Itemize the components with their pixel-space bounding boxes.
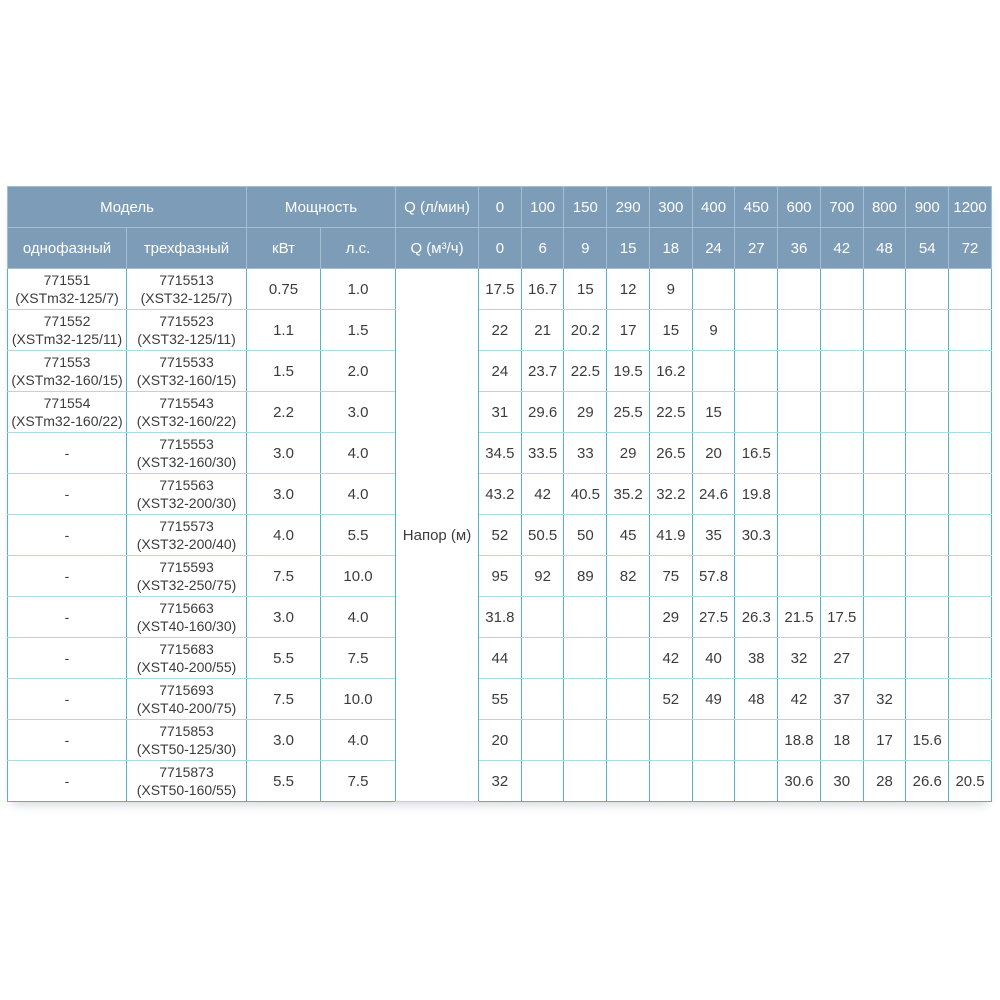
cell-hp: 3.0 <box>321 392 396 433</box>
cell-value: 75 <box>649 556 692 597</box>
header-flow-m3h-value: 27 <box>735 228 778 269</box>
header-flow-lmin-value: 1200 <box>949 187 992 228</box>
cell-value: 42 <box>521 474 564 515</box>
cell-value <box>735 269 778 310</box>
cell-value <box>863 638 906 679</box>
cell-value: 15 <box>564 269 607 310</box>
cell-single-phase: 771554 (XSTm32-160/22) <box>8 392 127 433</box>
cell-kw: 3.0 <box>247 720 321 761</box>
table-row <box>8 638 992 679</box>
header-single-phase: однофазный <box>8 228 127 269</box>
cell-value <box>863 310 906 351</box>
cell-value: 38 <box>735 638 778 679</box>
cell-value: 22 <box>479 310 522 351</box>
cell-value: 22.5 <box>649 392 692 433</box>
cell-three-phase: 7715553 (XST32-160/30) <box>127 433 247 474</box>
table-row <box>8 679 992 720</box>
header-q-m3h: Q (м³/ч) <box>396 228 479 269</box>
cell-value: 19.5 <box>607 351 650 392</box>
cell-kw: 3.0 <box>247 474 321 515</box>
header-flow-m3h-value: 6 <box>521 228 564 269</box>
cell-value <box>949 310 992 351</box>
cell-value: 52 <box>649 679 692 720</box>
cell-value: 37 <box>820 679 863 720</box>
cell-kw: 4.0 <box>247 515 321 556</box>
cell-value: 15 <box>692 392 735 433</box>
cell-value <box>820 351 863 392</box>
cell-value <box>906 351 949 392</box>
cell-value: 31.8 <box>479 597 522 638</box>
cell-kw: 7.5 <box>247 556 321 597</box>
cell-value <box>906 269 949 310</box>
cell-value: 32 <box>778 638 821 679</box>
cell-value <box>607 597 650 638</box>
cell-value <box>735 720 778 761</box>
header-flow-m3h-value: 0 <box>479 228 522 269</box>
header-flow-lmin-value: 400 <box>692 187 735 228</box>
table-row <box>8 515 992 556</box>
header-flow-lmin-value: 450 <box>735 187 778 228</box>
header-hp: л.с. <box>321 228 396 269</box>
table-row <box>8 310 992 351</box>
cell-single-phase: - <box>8 515 127 556</box>
cell-value <box>607 679 650 720</box>
cell-three-phase: 7715563 (XST32-200/30) <box>127 474 247 515</box>
cell-value: 45 <box>607 515 650 556</box>
cell-value: 42 <box>778 679 821 720</box>
cell-value <box>564 761 607 802</box>
cell-value <box>863 433 906 474</box>
cell-value: 32.2 <box>649 474 692 515</box>
header-row-m3h <box>8 228 992 269</box>
cell-value: 15 <box>649 310 692 351</box>
cell-value <box>949 638 992 679</box>
cell-value <box>778 556 821 597</box>
cell-kw: 2.2 <box>247 392 321 433</box>
header-flow-lmin-value: 290 <box>607 187 650 228</box>
cell-value: 49 <box>692 679 735 720</box>
cell-value: 26.3 <box>735 597 778 638</box>
cell-value: 18 <box>820 720 863 761</box>
cell-hp: 4.0 <box>321 720 396 761</box>
cell-value <box>863 351 906 392</box>
cell-value: 35.2 <box>607 474 650 515</box>
cell-value <box>949 269 992 310</box>
cell-value <box>778 310 821 351</box>
cell-value: 16.7 <box>521 269 564 310</box>
cell-value <box>863 515 906 556</box>
header-flow-lmin-value: 150 <box>564 187 607 228</box>
cell-value: 33.5 <box>521 433 564 474</box>
header-row-lmin <box>8 187 992 228</box>
cell-hp: 1.0 <box>321 269 396 310</box>
cell-kw: 5.5 <box>247 761 321 802</box>
cell-hp: 7.5 <box>321 761 396 802</box>
cell-hp: 4.0 <box>321 433 396 474</box>
table-row <box>8 597 992 638</box>
header-flow-lmin-value: 0 <box>479 187 522 228</box>
cell-value: 24 <box>479 351 522 392</box>
cell-value: 40.5 <box>564 474 607 515</box>
cell-kw: 0.75 <box>247 269 321 310</box>
cell-value: 41.9 <box>649 515 692 556</box>
cell-value <box>692 269 735 310</box>
cell-single-phase: - <box>8 679 127 720</box>
cell-value: 44 <box>479 638 522 679</box>
cell-three-phase: 7715523 (XST32-125/11) <box>127 310 247 351</box>
header-flow-lmin-value: 300 <box>649 187 692 228</box>
cell-single-phase: - <box>8 556 127 597</box>
cell-single-phase: - <box>8 761 127 802</box>
cell-value: 52 <box>479 515 522 556</box>
cell-single-phase: 771553 (XSTm32-160/15) <box>8 351 127 392</box>
cell-value <box>949 392 992 433</box>
header-flow-m3h-value: 9 <box>564 228 607 269</box>
cell-value <box>949 556 992 597</box>
cell-value: 31 <box>479 392 522 433</box>
header-flow-lmin-value: 900 <box>906 187 949 228</box>
cell-value <box>607 638 650 679</box>
table-row <box>8 433 992 474</box>
cell-value: 35 <box>692 515 735 556</box>
cell-value: 34.5 <box>479 433 522 474</box>
cell-hp: 10.0 <box>321 679 396 720</box>
cell-value <box>863 474 906 515</box>
cell-value <box>949 720 992 761</box>
cell-value <box>521 679 564 720</box>
cell-value <box>820 310 863 351</box>
cell-value <box>820 433 863 474</box>
cell-hp: 1.5 <box>321 310 396 351</box>
cell-value <box>735 556 778 597</box>
cell-three-phase: 7715663 (XST40-160/30) <box>127 597 247 638</box>
cell-value <box>778 269 821 310</box>
header-flow-lmin-value: 100 <box>521 187 564 228</box>
cell-value: 19.8 <box>735 474 778 515</box>
cell-value <box>649 761 692 802</box>
cell-value <box>906 474 949 515</box>
cell-value: 29 <box>564 392 607 433</box>
cell-value: 17 <box>607 310 650 351</box>
cell-three-phase: 7715593 (XST32-250/75) <box>127 556 247 597</box>
cell-value: 20.2 <box>564 310 607 351</box>
cell-value <box>906 556 949 597</box>
cell-value <box>949 515 992 556</box>
cell-value: 50 <box>564 515 607 556</box>
cell-value: 57.8 <box>692 556 735 597</box>
cell-value <box>735 351 778 392</box>
cell-value: 29 <box>649 597 692 638</box>
cell-hp: 5.5 <box>321 515 396 556</box>
cell-value <box>863 597 906 638</box>
cell-value <box>906 638 949 679</box>
header-flow-m3h-value: 15 <box>607 228 650 269</box>
cell-value <box>820 392 863 433</box>
header-flow-m3h-value: 54 <box>906 228 949 269</box>
cell-value: 32 <box>863 679 906 720</box>
cell-value <box>735 392 778 433</box>
cell-value <box>521 761 564 802</box>
cell-single-phase: - <box>8 720 127 761</box>
cell-value <box>820 556 863 597</box>
cell-value <box>906 597 949 638</box>
header-flow-lmin-value: 600 <box>778 187 821 228</box>
table-row <box>8 556 992 597</box>
cell-value <box>778 515 821 556</box>
header-three-phase: трехфазный <box>127 228 247 269</box>
header-flow-m3h-value: 48 <box>863 228 906 269</box>
cell-value: 30.3 <box>735 515 778 556</box>
pump-spec-table <box>7 186 992 802</box>
cell-value: 22.5 <box>564 351 607 392</box>
cell-value <box>692 351 735 392</box>
cell-value: 50.5 <box>521 515 564 556</box>
cell-value: 17.5 <box>820 597 863 638</box>
cell-value <box>649 720 692 761</box>
cell-value <box>906 515 949 556</box>
cell-three-phase: 7715683 (XST40-200/55) <box>127 638 247 679</box>
cell-value <box>863 269 906 310</box>
cell-value <box>863 392 906 433</box>
cell-kw: 5.5 <box>247 638 321 679</box>
cell-value: 17 <box>863 720 906 761</box>
cell-value <box>564 679 607 720</box>
cell-value <box>692 761 735 802</box>
cell-value <box>949 474 992 515</box>
table-row <box>8 351 992 392</box>
header-power: Мощность <box>247 187 396 228</box>
header-kw: кВт <box>247 228 321 269</box>
table-row <box>8 474 992 515</box>
table-body <box>8 269 992 802</box>
cell-value <box>949 679 992 720</box>
table-row <box>8 761 992 802</box>
cell-value: 32 <box>479 761 522 802</box>
cell-value: 43.2 <box>479 474 522 515</box>
cell-hp: 10.0 <box>321 556 396 597</box>
cell-value: 26.5 <box>649 433 692 474</box>
cell-value <box>863 556 906 597</box>
cell-value: 25.5 <box>607 392 650 433</box>
cell-value <box>564 597 607 638</box>
cell-value: 15.6 <box>906 720 949 761</box>
table-row <box>8 269 992 310</box>
cell-value: 48 <box>735 679 778 720</box>
cell-value: 29.6 <box>521 392 564 433</box>
cell-value <box>906 433 949 474</box>
cell-hp: 4.0 <box>321 474 396 515</box>
cell-value: 30.6 <box>778 761 821 802</box>
cell-value <box>820 269 863 310</box>
header-flow-lmin-value: 800 <box>863 187 906 228</box>
header-flow-m3h-value: 24 <box>692 228 735 269</box>
cell-hp: 4.0 <box>321 597 396 638</box>
cell-value <box>820 474 863 515</box>
cell-value: 21 <box>521 310 564 351</box>
cell-value: 92 <box>521 556 564 597</box>
cell-value: 16.5 <box>735 433 778 474</box>
cell-single-phase: 771552 (XSTm32-125/11) <box>8 310 127 351</box>
cell-value: 55 <box>479 679 522 720</box>
header-flow-m3h-value: 72 <box>949 228 992 269</box>
cell-hp: 7.5 <box>321 638 396 679</box>
cell-value: 30 <box>820 761 863 802</box>
cell-value <box>949 597 992 638</box>
cell-value: 18.8 <box>778 720 821 761</box>
cell-value <box>735 310 778 351</box>
cell-three-phase: 7715513 (XST32-125/7) <box>127 269 247 310</box>
cell-value: 12 <box>607 269 650 310</box>
table-row <box>8 392 992 433</box>
cell-value: 89 <box>564 556 607 597</box>
cell-single-phase: - <box>8 433 127 474</box>
cell-value <box>607 720 650 761</box>
cell-kw: 3.0 <box>247 433 321 474</box>
cell-value <box>521 720 564 761</box>
cell-value: 20 <box>692 433 735 474</box>
cell-value: 20 <box>479 720 522 761</box>
cell-value <box>521 597 564 638</box>
cell-kw: 7.5 <box>247 679 321 720</box>
cell-hp: 2.0 <box>321 351 396 392</box>
cell-single-phase: - <box>8 597 127 638</box>
cell-value <box>607 761 650 802</box>
cell-value: 23.7 <box>521 351 564 392</box>
cell-three-phase: 7715543 (XST32-160/22) <box>127 392 247 433</box>
cell-value <box>906 679 949 720</box>
cell-single-phase: 771551 (XSTm32-125/7) <box>8 269 127 310</box>
cell-value: 21.5 <box>778 597 821 638</box>
cell-value <box>778 474 821 515</box>
cell-head-label: Напор (м) <box>396 269 479 802</box>
table-header <box>8 187 992 269</box>
cell-value <box>564 638 607 679</box>
header-q-lmin: Q (л/мин) <box>396 187 479 228</box>
cell-value: 42 <box>649 638 692 679</box>
header-flow-m3h-value: 18 <box>649 228 692 269</box>
cell-value <box>692 720 735 761</box>
cell-value <box>949 433 992 474</box>
cell-value: 26.6 <box>906 761 949 802</box>
cell-value: 17.5 <box>479 269 522 310</box>
cell-value: 20.5 <box>949 761 992 802</box>
cell-value: 28 <box>863 761 906 802</box>
cell-three-phase: 7715573 (XST32-200/40) <box>127 515 247 556</box>
cell-value <box>735 761 778 802</box>
cell-value <box>778 433 821 474</box>
header-flow-m3h-value: 36 <box>778 228 821 269</box>
cell-value <box>778 351 821 392</box>
cell-value <box>906 310 949 351</box>
cell-value <box>521 638 564 679</box>
cell-value: 9 <box>692 310 735 351</box>
cell-value <box>949 351 992 392</box>
cell-value: 29 <box>607 433 650 474</box>
header-flow-lmin-value: 700 <box>820 187 863 228</box>
table-row <box>8 720 992 761</box>
cell-value <box>820 515 863 556</box>
cell-value <box>564 720 607 761</box>
cell-three-phase: 7715693 (XST40-200/75) <box>127 679 247 720</box>
cell-three-phase: 7715853 (XST50-125/30) <box>127 720 247 761</box>
cell-value: 33 <box>564 433 607 474</box>
cell-kw: 1.1 <box>247 310 321 351</box>
cell-value <box>906 392 949 433</box>
cell-single-phase: - <box>8 474 127 515</box>
header-flow-m3h-value: 42 <box>820 228 863 269</box>
cell-value: 82 <box>607 556 650 597</box>
cell-value: 16.2 <box>649 351 692 392</box>
cell-value: 9 <box>649 269 692 310</box>
cell-three-phase: 7715533 (XST32-160/15) <box>127 351 247 392</box>
cell-value: 95 <box>479 556 522 597</box>
cell-single-phase: - <box>8 638 127 679</box>
header-model: Модель <box>8 187 247 228</box>
cell-value <box>778 392 821 433</box>
cell-three-phase: 7715873 (XST50-160/55) <box>127 761 247 802</box>
cell-value: 27.5 <box>692 597 735 638</box>
cell-kw: 1.5 <box>247 351 321 392</box>
cell-value: 24.6 <box>692 474 735 515</box>
cell-value: 40 <box>692 638 735 679</box>
cell-kw: 3.0 <box>247 597 321 638</box>
cell-value: 27 <box>820 638 863 679</box>
